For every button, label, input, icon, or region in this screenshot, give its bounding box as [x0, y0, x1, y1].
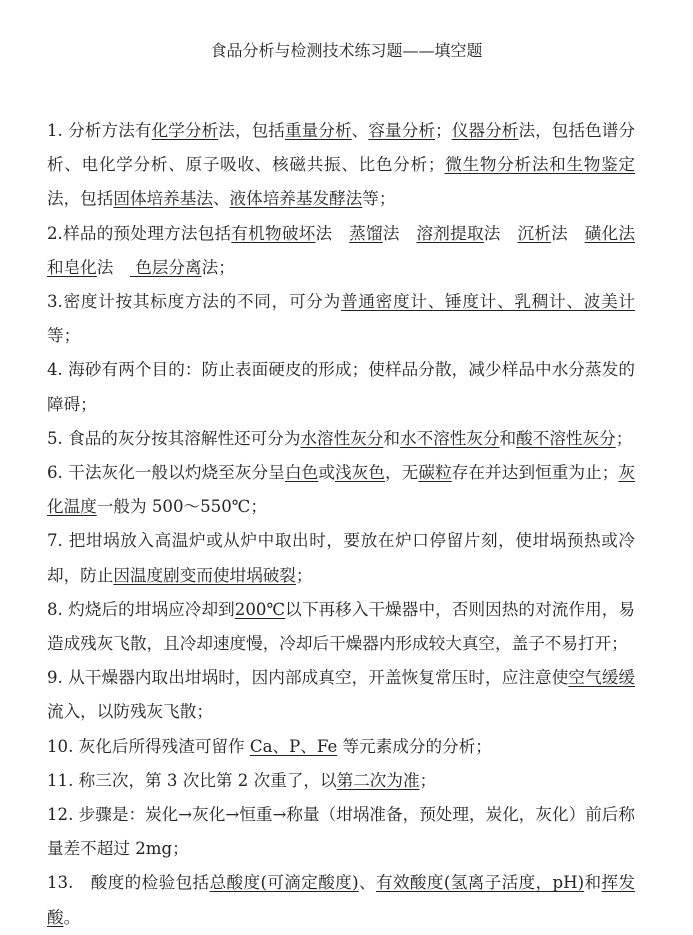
question-text: ，无	[385, 463, 419, 483]
question-text: 8. 灼烧后的坩埚应冷却到	[47, 599, 235, 619]
question-text: 1. 分析方法有	[47, 121, 152, 140]
answer-blank: 沉析	[517, 223, 552, 243]
question-text: 法，包括色谱分析、电化学分析、原子吸收、核磁共振、比色分析；	[47, 121, 636, 175]
answer-blank: 蒸馏	[349, 223, 383, 243]
answer-blank: 普通密度计、锤度计、乳稠计、波美计	[341, 292, 636, 312]
question-text: 10. 灰化后所得残渣可留作	[47, 736, 250, 756]
question-text: ；	[435, 121, 452, 140]
question-text: 、	[351, 121, 369, 140]
question-text: 流入，以防残灰飞散；	[47, 702, 213, 722]
answer-blank: 固体培养基法	[113, 189, 213, 209]
answer-blank: 有效酸度(氢离子活度，pH)	[375, 873, 585, 893]
question-text: ；	[419, 770, 437, 790]
question-text: 、	[358, 873, 376, 893]
answer-blank: 微生物分析法和生物鉴定	[444, 155, 635, 175]
question-text: 法	[315, 223, 350, 243]
question-item	[47, 593, 635, 661]
answer-blank: 空气缓缓	[568, 668, 636, 688]
question-text: 9. 从干燥器内取出坩埚时，因内部成真空，开盖恢复常压时，应注意使	[47, 668, 569, 688]
question-text: ；	[295, 565, 313, 585]
question-text: 一般为 500～550℃；	[96, 497, 267, 517]
question-item	[47, 661, 635, 729]
answer-blank: 灰化温度	[47, 463, 636, 517]
question-item	[47, 866, 635, 934]
question-text: 法	[96, 257, 130, 277]
question-text: 13. 酸度的检验包括	[47, 873, 210, 893]
answer-blank: 200℃	[234, 599, 286, 619]
question-text: 5. 食品的灰分按其溶解性还可分为	[47, 428, 301, 448]
answer-blank: 色层分离	[129, 257, 202, 277]
question-text: 法	[551, 223, 585, 243]
answer-blank: 有机物破坏	[231, 223, 316, 243]
question-text: 法，包括	[218, 121, 285, 140]
answer-blank: 碳粒	[418, 463, 452, 483]
question-item	[47, 456, 635, 524]
answer-blank: 水不溶性灰分	[399, 428, 500, 448]
question-item	[47, 422, 635, 456]
question-text: 等；	[362, 189, 396, 209]
answer-blank: 溶剂提取	[416, 223, 484, 243]
answer-blank: 挥发酸	[47, 873, 636, 927]
question-item	[47, 285, 635, 353]
answer-blank: 浅灰色	[335, 463, 386, 483]
question-text: ；	[615, 428, 633, 448]
answer-blank: 酸不溶性灰分	[516, 428, 616, 448]
answer-blank: 容量分析	[368, 121, 436, 140]
question-item	[47, 524, 635, 592]
question-text: 4. 海砂有两个目的：防止表面硬皮的形成；使样品分散，减少样品中水分蒸发的障碍；	[47, 360, 635, 414]
question-text: 以下再移入干燥器中，否则因热的对流作用，易造成残灰飞散，且冷却速度慢，冷却后干燥器内形成较大真空，盖子不易打开；	[47, 599, 635, 654]
question-text: 7. 把坩埚放入高温炉或从炉中取出时，要放在炉口停留片刻，使坩埚预热或冷却，防止	[47, 531, 635, 585]
question-item	[47, 730, 635, 764]
answer-blank: 仪器分析	[451, 121, 519, 140]
question-text: 法	[382, 223, 417, 243]
document-title: 食品分析与检测技术练习题——填空题	[210, 41, 483, 60]
question-text: 3.密度计按其标度方法的不同，可分为	[47, 292, 341, 312]
question-text: 和	[499, 428, 517, 448]
answer-blank: 液体培养基发酵法	[229, 189, 363, 209]
question-text: 12. 步骤是：炭化→灰化→恒重→称量（坩埚准备，预处理，炭化，灰化）前后称量差不超过 2mg；	[47, 805, 635, 859]
question-list	[47, 114, 635, 935]
question-text: 11. 称三次，第 3 次比第 2 次重了，以	[47, 770, 337, 790]
question-text: 法	[483, 223, 518, 243]
question-text: 和	[383, 428, 400, 448]
question-text: 存在并达到恒重为止；	[451, 463, 619, 483]
answer-blank: 因温度剧变而使坩埚破裂	[113, 565, 296, 585]
answer-blank: 第二次为准	[336, 770, 420, 790]
question-item	[47, 764, 635, 798]
answer-blank: 重量分析	[284, 121, 352, 140]
question-text: 法，包括	[47, 189, 114, 209]
question-text: 等；	[47, 326, 81, 346]
question-item	[47, 798, 635, 866]
question-text: 法；	[201, 257, 235, 277]
question-text: 或	[318, 463, 335, 483]
question-item	[47, 217, 635, 285]
answer-blank: 磺化法和皂化	[47, 223, 635, 277]
question-text: 6. 干法灰化一般以灼烧至灰分呈	[47, 463, 285, 483]
answer-blank: Ca、P、Fe	[249, 736, 338, 756]
question-item	[47, 114, 635, 217]
question-text: 等元素成分的分析；	[337, 736, 492, 756]
question-item	[47, 353, 635, 421]
question-text: 、	[212, 189, 230, 209]
question-text: 。	[63, 907, 81, 927]
answer-blank: 化学分析	[151, 121, 219, 140]
answer-blank: 白色	[284, 463, 319, 483]
question-text: 2.样品的预处理方法包括	[47, 223, 232, 243]
answer-blank: 水溶性灰分	[300, 428, 384, 448]
question-text: 和	[584, 873, 602, 893]
answer-blank: 总酸度(可滴定酸度)	[209, 873, 359, 893]
